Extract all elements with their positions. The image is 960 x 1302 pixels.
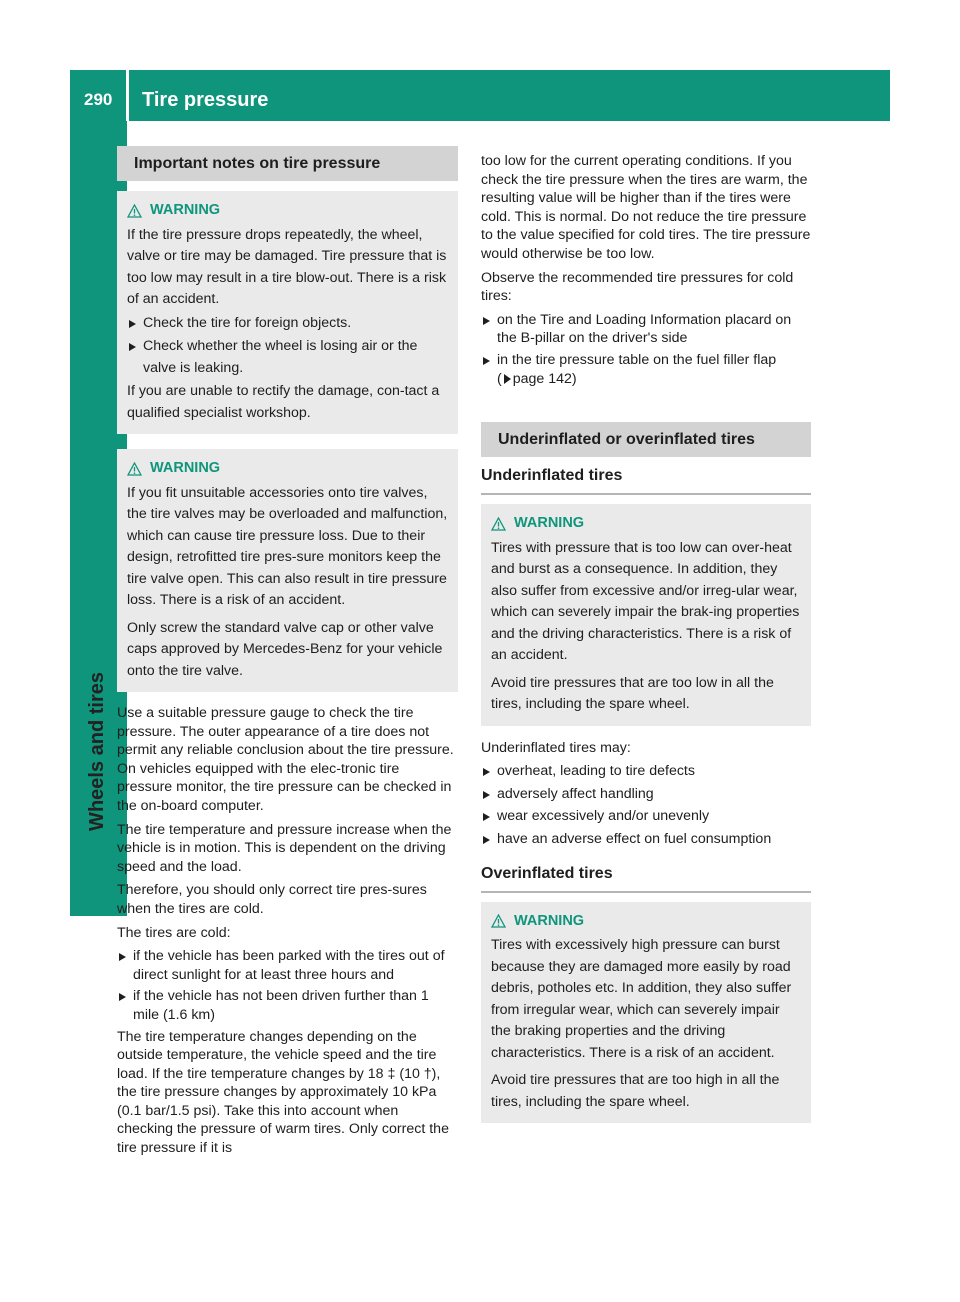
underinflated-list [481,762,811,848]
cold-tires-list [117,947,458,1024]
warning-text: Avoid tire pressures that are too low in all the tires, including the spare wheel. [491,674,774,713]
warning-header [491,911,803,933]
paragraph: Therefore, you should only correct tire pres-sures when the tires are cold. [117,882,427,917]
list-item: wear excessively and/or unevenly [481,807,811,826]
list-item: on the Tire and Loading Information placard on the B-pillar on the driver's side [481,311,811,348]
warning-text: Only screw the standard valve cap or other valve caps approved by Mercedes-Benz for your vehicle onto the tire valve. [127,619,443,679]
warning-triangle-icon [127,204,142,218]
paragraph: The tires are cold: [117,924,231,941]
page-number: 290 [84,90,113,109]
warning-text: Tires with pressure that is too low can over-heat and burst as a consequence. In addition, they also suffer from excessive and/or irreg-ular wear, which can severely impair the brak-ing properties and the driving characteristics. There is a risk of an accident. [491,539,800,664]
warning-box-1 [117,191,458,434]
page-title: Tire pressure [142,89,269,111]
warning-text: If you are unable to rectify the damage, con-tact a qualified specialist workshop. [127,383,440,421]
list-item: if the vehicle has been parked with the tires out of direct sunlight for at least three hours and [117,947,458,984]
list-item-text: in the tire pressure table on the fuel filler flap [497,351,777,368]
warning-text: Avoid tire pressures that are too high in all the tires, including the spare wheel. [491,1072,780,1110]
header-divider [126,70,129,121]
underinflated-effects [481,739,811,849]
warning-header [127,200,450,222]
warning-bullet-list [127,313,450,380]
warning-text: If you fit unsuitable accessories onto tire valves, the tire valves may be overloaded and malfunction, which can cause tire pressure loss. Due to their design, retrofitted tire pres-sure monitors keep the tire valve open. This can also result in tire pressure loss. There is a risk of an accident. [127,484,448,608]
list-item: if the vehicle has not been driven further than 1 mile (1.6 km) [117,987,458,1024]
list-item: Check whether the wheel is losing air or the valve is leaking. [127,336,450,379]
right-column [481,152,811,1123]
warning-triangle-icon [127,462,142,476]
left-column [117,146,458,1163]
page-ref-link[interactable]: page 142 [512,370,572,387]
warning-triangle-icon [491,517,506,531]
section-title-important-notes: Important notes on tire pressure [117,146,458,181]
page-ref-arrow-icon [504,374,511,384]
warning-label: WARNING [514,912,585,929]
subheading-underinflated: Underinflated tires [481,463,811,495]
body-text-left [117,704,458,1158]
warning-label: WARNING [150,460,221,476]
warning-box-3 [481,504,811,726]
paragraph: Observe the recommended tire pressures for cold tires: [481,269,794,305]
paragraph: Underinflated tires may: [481,739,631,756]
warning-box-2 [117,449,458,692]
paragraph: too low for the current operating conditions. If you check the tire pressure when the tires are warm, the resulting value will be higher than if the tires were cold. This is normal. Do not reduce the tire pressure to the value specified for cold tires. The tire pressure would otherwise be too low. [481,153,811,262]
list-item: Check the tire for foreign objects. [127,313,450,335]
warning-header [127,458,450,480]
list-item: adversely affect handling [481,785,811,804]
paragraph: The tire temperature changes depending on the outside temperature, the vehicle speed and the tire load. If the tire temperature changes by 18 ‡ (10 †), the tire pressure changes by approximately 10 kPa (0.1 bar/1.5 psi). Take this into account when checking the pressure of warm tires. Only correct the tire pressure if it is [117,1028,449,1157]
list-item: in the tire pressure table on the fuel filler flap ( page 142) [481,351,811,388]
header-bar [70,70,890,121]
warning-header [491,513,803,535]
subheading-overinflated: Overinflated tires [481,861,811,893]
warning-triangle-icon [491,914,506,928]
warning-text: If the tire pressure drops repeatedly, the wheel, valve or tire may be damaged. Tire pressure that is too low may result in a tire blow-out. There is a risk of an accident. [127,226,447,307]
body-text-right [481,152,811,388]
list-item: have an adverse effect on fuel consumption [481,830,811,849]
observe-list [481,311,811,388]
warning-box-4 [481,902,811,1124]
paragraph: Use a suitable pressure gauge to check the tire pressure. The outer appearance of a tire does not permit any reliable conclusion about the tire pressure. On vehicles equipped with the elec-tronic tire pressure monitor, the tire pressure can be checked in the on-board computer. [117,705,454,814]
warning-label: WARNING [150,202,221,218]
section-title-under-over: Underinflated or overinflated tires [481,422,811,457]
warning-text: Tires with excessively high pressure can burst because they are damaged more easily by road debris, potholes etc. In addition, they also suffer from irregular wear, which can severely impair the braking properties and the driving characteristics. There is a risk of an accident. [491,937,792,1061]
paragraph: The tire temperature and pressure increase when the vehicle is in motion. This is dependent on the driving speed and the load. [117,821,452,875]
list-item: overheat, leading to tire defects [481,762,811,781]
side-tab-label: Wheels and tires [86,672,108,831]
warning-label: WARNING [514,515,585,532]
